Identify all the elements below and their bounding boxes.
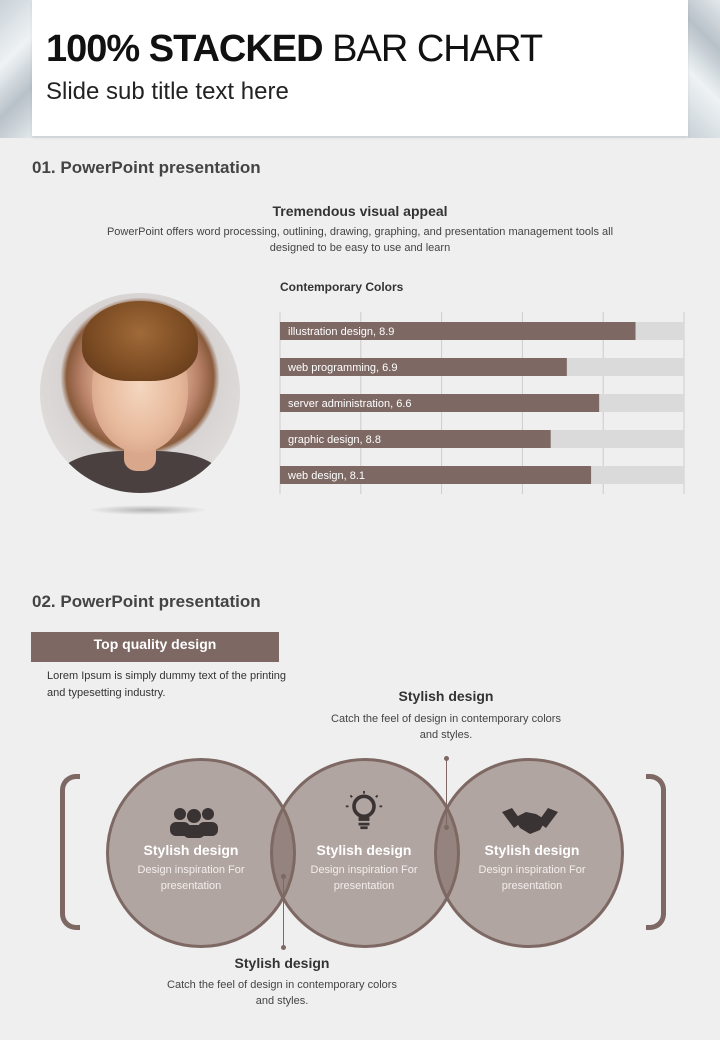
handshake-icon xyxy=(500,802,560,842)
page-title: 100% STACKED BAR CHART xyxy=(46,28,543,70)
photo-shadow xyxy=(88,505,208,515)
lightbulb-icon xyxy=(334,790,394,830)
chart-bar-label: web design, 8.1 xyxy=(288,470,366,482)
chart-title: Contemporary Colors xyxy=(280,280,404,294)
bottom-connector-line xyxy=(283,878,284,948)
chart-bar-label: server administration, 6.6 xyxy=(288,398,412,410)
chart-bar-label: graphic design, 8.8 xyxy=(288,434,381,446)
bottom-connector-end-dot xyxy=(281,945,286,950)
header-pattern-right xyxy=(688,0,720,138)
circle-2-subtitle: Design inspiration For presentation xyxy=(310,864,418,892)
callout-bottom-title: Stylish design xyxy=(234,955,330,971)
section-1-title: 01. PowerPoint presentation xyxy=(32,158,261,177)
page-subtitle: Slide sub title text here xyxy=(46,78,289,105)
section-1-heading: Tremendous visual appeal xyxy=(272,203,448,219)
chart-bar-label: web programming, 6.9 xyxy=(288,362,398,374)
top-connector-line xyxy=(446,760,447,828)
bottom-connector-dot xyxy=(281,874,286,879)
circle-3-title: Stylish design xyxy=(484,842,580,858)
quality-label-bar: Top quality design xyxy=(31,632,279,662)
header-pattern-left xyxy=(0,0,32,138)
chart-bar-label: illustration design, 8.9 xyxy=(288,326,395,338)
top-connector-dot xyxy=(444,756,449,761)
callout-top-title: Stylish design xyxy=(398,688,494,704)
left-bracket xyxy=(60,774,80,930)
section-1-description: PowerPoint offers word processing, outlining, drawing, graphing, and presentation management tools all designed to be easy to use and learn xyxy=(106,226,614,254)
circle-1-subtitle: Design inspiration For presentation xyxy=(137,864,245,892)
circle-1-title: Stylish design xyxy=(143,842,239,858)
quality-text: Lorem Ipsum is simply dummy text of the printing and typesetting industry. xyxy=(47,670,287,699)
people-icon xyxy=(164,802,224,842)
section-2-title: 02. PowerPoint presentation xyxy=(32,592,261,611)
right-bracket xyxy=(646,774,666,930)
callout-bottom-text: Catch the feel of design in contemporary colors and styles. xyxy=(167,979,397,1007)
circle-3-subtitle: Design inspiration For presentation xyxy=(478,864,586,892)
top-connector-end-dot xyxy=(444,825,449,830)
callout-top-text: Catch the feel of design in contemporary colors and styles. xyxy=(331,713,561,741)
stacked-bar-chart xyxy=(278,312,686,494)
profile-photo xyxy=(40,293,240,493)
circle-2-title: Stylish design xyxy=(316,842,412,858)
